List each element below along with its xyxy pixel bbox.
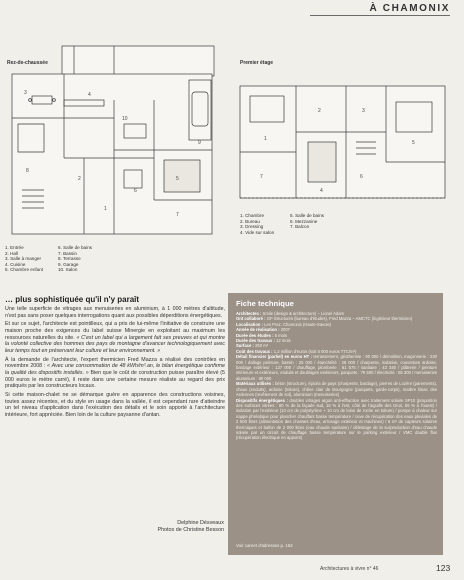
sheet-value: 12 mois: [276, 338, 291, 344]
legend-item: 5. Salle de bains: [290, 213, 324, 218]
legend-item: 7. Bassin: [58, 250, 77, 256]
svg-text:7: 7: [260, 174, 263, 180]
svg-text:10: 10: [122, 116, 128, 122]
legend-item: 3. Dressing: [240, 224, 264, 230]
technical-sheet-title: Fiche technique: [236, 299, 294, 308]
legend-item: 6. Mezzanine: [290, 218, 318, 224]
sheet-value: 1,2 million d'euros (soit 5 000 euros TTC/m²): [273, 348, 357, 354]
article-paragraph-text: À la demande de l'architecte, l'expert thermicien Fred Mazza a réalisé des contrôles en novembre 2008 :: [5, 356, 225, 370]
article-title: … plus sophistiquée qu'il n'y paraît: [5, 295, 140, 304]
svg-text:3: 3: [24, 90, 27, 96]
sheet-value: GP Structures (bureau d'études), Fred Mazza – AMCTC (ingénieur thermicien): [266, 316, 413, 322]
sheet-value: 2007: [280, 327, 291, 333]
sheet-value: Les Praz, Chamonix (Haute-Savoie): [264, 321, 332, 327]
upper-floor-label: Premier étage: [240, 60, 274, 66]
svg-text:1: 1: [104, 206, 107, 212]
sheet-value: Smile (design & architecture) – Lionel Adam: [262, 311, 345, 316]
svg-text:4: 4: [88, 92, 91, 98]
svg-text:8: 8: [26, 168, 29, 174]
upper-floor-plan: [236, 82, 451, 202]
legend-item: 4. Cuisine: [5, 261, 26, 267]
sheet-key: Durée des travaux :: [236, 338, 275, 344]
byline: [104, 520, 224, 534]
sheet-key: Coût des travaux :: [236, 348, 273, 354]
sheet-value: béton (structure), épicéa de pays (charpente, bardage), pierres de Lozère (parements), chaux (enduits), ardoise (toiture), chêne clair de Bourgogne (parquets, garde-corps), marbre blanc des Ardennes (revêtement de sol), aluminium (menuiseries): [236, 381, 437, 398]
svg-text:7: 7: [176, 212, 179, 218]
article-paragraph: [5, 357, 225, 390]
photo-credit: Photos de Christine Besson: [157, 527, 224, 533]
ground-floor-legend-col2: [58, 245, 92, 273]
ground-floor-plan: [4, 40, 228, 248]
sheet-key: Architectes :: [236, 311, 262, 316]
upper-floor-legend-col1: [240, 213, 274, 235]
sheet-value: 250 m²: [255, 343, 269, 349]
legend-item: 5. Chambre enfant: [5, 267, 44, 273]
legend-item: 7. Balcon: [290, 224, 310, 230]
sheet-key: Détail financier (partiel) en euros HT :: [236, 354, 312, 360]
svg-text:5: 5: [176, 176, 179, 182]
sheet-entry: [236, 354, 437, 381]
sheet-value: doubles vitrages argon anti-effraction avec traitement solaire SP10 (proportion des surfaces vitrées : 80 % de la façade sud, 15 % à l'est, côté de l'aiguille des Drus, 55 % à l'ouest) / isolation par l'extérieur (10 cm de polystyrène + 10 cm de laine de roche en toiture) / pompe à chaleur sur nappe phréatique pour plancher chauffant basse température / cuve de récupération des eaux pluviales de 2 500 litres (alimentation des chasses d'eau, arrosage extérieur et machines) / 6 m² de capteurs solaires thermiques et ballon de 2 000 litres (eau chaude sanitaire) / délestage de la surproduction d'eau chaude solaire par un circuit de chauffage basse température sur le parking extérieur / VMC double flux (récupération électrique en appoint): [236, 397, 437, 441]
address-reference: Voir carnet d'adresses p. 162: [236, 543, 293, 548]
section-tag: À CHAMONIX: [369, 3, 450, 14]
upper-floor-legend-col2: [290, 213, 324, 230]
sheet-entry: [236, 381, 437, 397]
header-rule: [310, 15, 450, 16]
article-paragraph-text: Bien que le coût de construction puisse paraître élevé (5 000 euros le mètre carré), il reste dans une certaine mesure réaliste au regard des prix pratiqués par les constructeurs locaux.: [5, 369, 225, 390]
sheet-entry: [236, 398, 437, 441]
page-number: 123: [436, 563, 451, 573]
sheet-key: Année de réalisation :: [236, 327, 280, 333]
sheet-key: Durée des études :: [236, 332, 274, 338]
svg-text:6: 6: [134, 188, 137, 194]
article-paragraph-text: Et sur ce sujet, l'architecte est pointilleux, qui a pris de lui-même l'initiative de construire une maison proche des exigences du label suisse Minergie en exploitant au maximum les ressources naturelles du site.: [5, 321, 225, 341]
article-body: [5, 306, 225, 421]
article-paragraph: [5, 321, 225, 354]
sheet-value: 6 mois: [274, 332, 287, 338]
article-quote: « C'est un label qui a largement fait ses preuves et qui montre la volonté collective des hommes des pays de montagne d'avancer technologiquement avec leur temps tout en préservant leur culture et leur environnement. »: [5, 334, 225, 354]
author: Delphine Désveaux: [177, 520, 224, 526]
legend-item: 2. Hall: [5, 250, 19, 256]
legend-item: 3. Salle à manger: [5, 256, 42, 262]
sheet-key: Dispositifs énergétiques :: [236, 397, 288, 403]
svg-text:5: 5: [412, 140, 415, 146]
legend-item: 1. Chambre: [240, 213, 265, 218]
svg-text:2: 2: [318, 108, 321, 114]
sheet-key: Matériaux utilisés :: [236, 381, 274, 387]
sheet-key: Localisation :: [236, 321, 263, 327]
legend-item: 9. Garage: [58, 261, 79, 267]
legend-item: 2. Bureau: [240, 218, 260, 224]
sheet-key: Surface :: [236, 343, 254, 349]
magazine-footer: Architectures à vivre n° 46: [320, 566, 379, 572]
svg-text:9: 9: [198, 140, 201, 146]
article-paragraph: Une telle superficie de vitrages aux menuiseries en aluminium, à 1 000 mètres d'altitude, n'est pas sans poser quelques interrogations quant aux possibles déperditions énergétiques.: [5, 306, 225, 319]
sheet-key: Ont collaboré :: [236, 316, 266, 322]
ground-floor-label: Rez-de-chaussée: [7, 60, 48, 66]
svg-text:2: 2: [78, 176, 81, 182]
article-paragraph: Si cette maison-chalet ne se démarque guère en apparence des constructions voisines, toutes assez récentes, et du style en usage dans la vallée, il est cependant rare d'atteindre un tel niveau d'application dans l'exécution des détails et le soin apporté à l'architecture intérieure, fort appréciée. Bien loin de la culture paysanne d'antan.: [5, 391, 225, 418]
technical-sheet-entries: [236, 311, 437, 441]
ground-floor-legend-col1: [5, 245, 43, 273]
svg-text:1: 1: [264, 136, 267, 142]
legend-item: 8. Terrasse: [58, 256, 81, 262]
article-quote: « Avec une consommation de 48 kWh/m².an, le bilan énergétique confirme la qualité des dispositifs installés. »: [5, 363, 225, 376]
legend-item: 4. Vide sur salon: [240, 229, 275, 235]
legend-item: 10. Salon: [58, 267, 78, 273]
legend-item: 6. Salle de bains: [58, 245, 92, 250]
svg-text:4: 4: [320, 188, 323, 194]
legend-item: 1. Entrée: [5, 245, 24, 250]
svg-text:6: 6: [360, 174, 363, 180]
svg-text:3: 3: [362, 108, 365, 114]
sheet-value: terrassement, géothermie : 90 000 / démolition, maçonnerie : 230 000 / dallage peinture, bassin : 25 000 / étanchéité : 28 000 / charpente, isolation, couverture ardoise, bardage extérieur : 137 000 / chauffage, plomberie : 61 575 / sanitaire : 43 340 / plâtrerie / peinture intérieure et extérieure, enduits et doublages extérieurs, parquets : 78 500 / électricité : 55 300 / menuiseries aluminium : 80 000: [236, 354, 437, 381]
